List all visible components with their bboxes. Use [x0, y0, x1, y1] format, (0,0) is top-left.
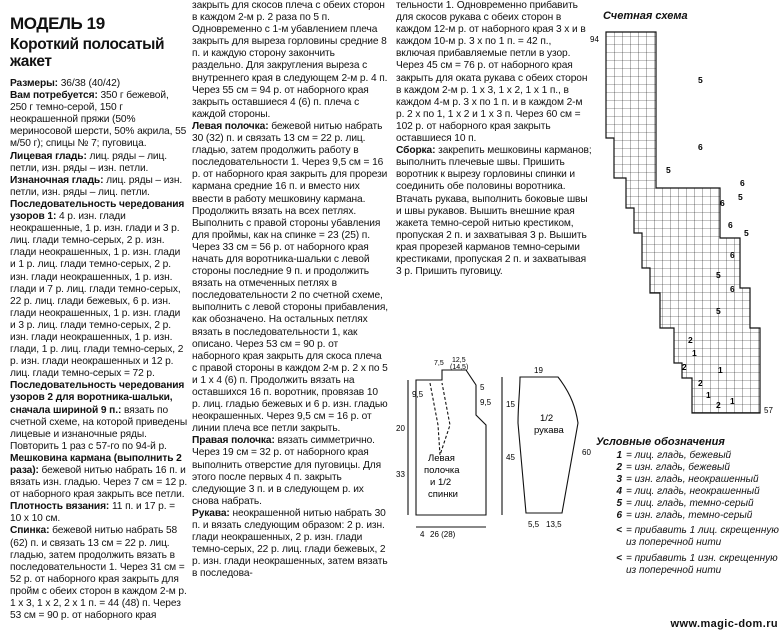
section-text: бежевой нитью набрать 16 п. и вязать изн. гладью. Через 7 см = 12 р. от наборного края закрыть все петли. — [10, 465, 188, 501]
legend-inc1: < = прибавить 1 лиц. скрещенную — [596, 525, 782, 537]
site-footer: www.magic-dom.ru — [670, 618, 778, 630]
front-label-4: спинки — [428, 489, 458, 500]
section-heading: Левая полочка: — [192, 120, 269, 132]
grid-cell-label: 1 — [692, 348, 697, 358]
instruction-paragraph — [192, 0, 388, 121]
dim-33: 33 — [396, 470, 405, 479]
legend-item — [596, 474, 782, 486]
col2-paragraphs — [192, 0, 388, 581]
instruction-paragraph — [10, 78, 188, 90]
grid-cell-label: 2 — [698, 378, 703, 388]
grid-cell-label: 5 — [666, 165, 671, 175]
instruction-paragraph — [10, 199, 188, 380]
counting-grid — [590, 28, 780, 423]
dim-15: 15 — [506, 400, 515, 409]
instruction-paragraph — [10, 380, 188, 453]
dim-45: 45 — [506, 453, 515, 462]
grid-cell-label: 5 — [716, 306, 721, 316]
legend-key: 5 — [616, 498, 622, 509]
section-text: бежевой нитью набрать 58 (62) п. и связать 13 см = 22 р. лиц. гладью, затем продолжить вязать в последовательности 1. Через 31 см = 52 р. от наборного края закрыть для пройм с обеих сторон в каждом 2-м р. 1 х 3, 1 х 2, 2 х 1 п. = 44 (48) п. Через 53 см = 90 р. от наборного края — [10, 525, 187, 622]
dim-9-5b: 9,5 — [480, 398, 492, 407]
section-heading: Плотность вязания: — [10, 501, 110, 513]
instruction-paragraph — [10, 501, 188, 525]
grid-label-bottom: 57 — [764, 406, 773, 415]
instruction-paragraph — [192, 121, 388, 435]
grid-cell-label: 6 — [728, 220, 733, 230]
grid-cell-label: 1 — [730, 396, 735, 406]
legend-text: = изн. гладь, неокрашенный — [626, 474, 759, 485]
front-label-2: полочка — [424, 465, 460, 476]
legend-header: Условные обозначения — [596, 436, 725, 448]
section-heading: Правая полочка: — [192, 435, 275, 447]
legend-item — [596, 498, 782, 510]
grid-cell-label: 5 — [738, 192, 743, 202]
inc1-symbol: < — [616, 525, 622, 536]
section-text: тельности 1. Одновременно прибавить для скосов рукава с обеих сторон в каждом 12-м р. от наборного края 3 х и в каждом 10-м р. 3 х по 1 п. = 42 п., включая прибавляемые петли в узор. Через 45 см = 76 р. от наборного края закрыть для оката рукава с обеих сторон в каждом 2-м р. 1 х 3, 1 х 2, 1 х 1 п., в каждом 4-м р. 3 х по 1 п. и в каждом 2-м р. 2 х по 1, 1 х 2 и 1 х 3 п. Через 60 см = 102 р. от наборного края закрыть оставшиеся 10 п. — [396, 0, 588, 145]
legend-key: 4 — [616, 486, 622, 497]
legend-item — [596, 462, 782, 474]
section-heading: Последовательность чередования узоров 2 для воротника-шальки, сначала шириной 9 п.: — [10, 380, 185, 416]
legend-item — [596, 510, 782, 522]
instructions-column-2 — [192, 0, 388, 581]
legend-inc2b: из поперечной нити — [626, 565, 722, 576]
dim-14-5: (14,5) — [450, 364, 469, 371]
legend-text: = лиц. гладь, бежевый — [626, 450, 732, 461]
section-text: 350 г бежевой, 250 г темно-серой, 150 г неокрашенной пряжи (50% мериносовой шерсти, 50% акрила, 55 м/50 г); спицы № 7; пуговица. — [10, 90, 187, 150]
schema-title: Счетная схема — [603, 10, 688, 22]
sleeve-label-1: 1/2 — [540, 413, 554, 424]
instruction-paragraph — [10, 525, 188, 622]
grid-cell-label: 6 — [730, 250, 735, 260]
grid-cell-label: 5 — [698, 75, 703, 85]
section-text: 36/38 (40/42) — [57, 78, 121, 89]
section-heading: Изнаночная гладь: — [10, 174, 104, 186]
instruction-paragraph — [10, 175, 188, 199]
section-heading: Сборка: — [396, 145, 436, 157]
legend-text: = изн. гладь, темно-серый — [626, 510, 753, 521]
dim-20: 20 — [396, 424, 405, 433]
instructions-column-1 — [10, 14, 188, 622]
section-text: неокрашенной нитью набрать 30 п. и вязать следующим образом: 2 р. изн. глади неокрашенных, 2 р. изн. глади темно-серых, 22 р. лиц. глади бежевых, 2 р. изн. глади неокрашенных, затем вязать в последова- — [192, 507, 388, 580]
pattern-diagram — [394, 355, 590, 540]
dim-4: 4 — [420, 530, 425, 539]
grid-cell-label: 2 — [688, 335, 693, 345]
dim-12-5: 12,5 — [452, 357, 466, 364]
grid-cell-label: 5 — [716, 270, 721, 280]
legend-key: 3 — [616, 474, 622, 485]
instruction-paragraph — [10, 151, 188, 175]
grid-cell-label: 6 — [720, 198, 725, 208]
instruction-paragraph — [10, 90, 188, 150]
model-title: Короткий полосатый жакет — [10, 36, 165, 70]
sleeve-label-2: рукава — [534, 425, 564, 436]
legend-key: 6 — [616, 510, 622, 521]
legend-key: 2 — [616, 462, 622, 473]
section-text: 4 р. изн. глади неокрашенные, 1 р. изн. глади и 3 р. лиц. глади темно-серых, 2 р. изн. глади неокрашенных, 1 р. изн. глади и 1 р. лиц. глади темно-серых, 2 р. изн. глади неокрашенных, 1 р. изн. глади и 7 р. лиц. глади темно-серых, 22 р. лиц. глади бежевых, 6 р. изн. глади неокрашенных, 1 р. изн. глади и 3 р. лиц. глади темно-серых, 2 р. изн. глади неокрашенных, 1 р. изн. глади, 1 р. лиц. глади темно-серых, 2 р. изн. глади неокрашенных и 12 р. лиц. глади темно-серых = 72 р. — [10, 211, 184, 380]
grid-cell-label: 6 — [740, 178, 745, 188]
dim-19: 19 — [534, 366, 543, 375]
section-text: лиц. ряды – изн. петли, изн. ряды – лиц. петли. — [10, 174, 183, 198]
legend-text: = лиц. гладь, темно-серый — [626, 498, 754, 509]
dim-5-5: 5,5 — [528, 520, 540, 529]
section-text: лиц. ряды – лиц. петли, изн. ряды – изн. петли. — [10, 150, 167, 174]
grid-cell-label: 1 — [706, 390, 711, 400]
model-number: МОДЕЛЬ 19 — [10, 14, 105, 33]
legend-inc1b: из поперечной нити — [626, 537, 722, 548]
section-text: вязать симметрично. Через 19 см = 32 р. от наборного края выполнить отверстие для пуговицы. Для этого после первых 4 п. закрыть следующие 3 п. и в следующем р. их снова набрать. — [192, 435, 382, 507]
legend-text: = лиц. гладь, неокрашенный — [626, 486, 760, 497]
instruction-paragraph — [396, 145, 592, 278]
grid-cell-label: 6 — [698, 142, 703, 152]
col3-paragraphs — [396, 0, 592, 278]
section-text: вязать по счетной схеме, на которой приведены лицевые и изнаночные ряды. Повторить 1 раз с 57-го по 94-й р. — [10, 404, 188, 452]
section-heading: Вам потребуется: — [10, 90, 98, 102]
dim-5: 5 — [480, 383, 485, 392]
section-heading: Размеры: — [10, 78, 58, 89]
legend-item — [596, 486, 782, 498]
section-heading: Лицевая гладь: — [10, 150, 87, 162]
section-text: закрепить мешковины карманов; выполнить плечевые швы. Пришить воротник к вырезу горловины спинки и соединить обе половины воротника. Втачать рукава, выполнить боковые швы и швы рукавов. Вышить внешние края жакета темно-серой нитью крестиком, пропуская 2 п. и захватывая 3 р. Вышить края прорезей карманов темно-серыми крестиками, пропуская 2 п. и захватывая 3 р. Пришить пуговицу. — [396, 145, 592, 278]
legend-key: 1 — [616, 450, 622, 461]
legend-items — [596, 450, 782, 522]
instruction-paragraph — [10, 453, 188, 501]
dim-13-5: 13,5 — [546, 520, 562, 529]
inc2-symbol: < — [616, 553, 622, 564]
instruction-paragraph — [192, 435, 388, 508]
grid-cell-label: 2 — [682, 362, 687, 372]
instruction-paragraph — [396, 0, 592, 145]
front-label-3: и 1/2 — [430, 477, 452, 488]
legend-inc2: < = прибавить 1 изн. скрещенную — [596, 553, 782, 565]
section-heading: Мешковина кармана (выполнить 2 раза): — [10, 452, 182, 476]
grid-cell-label: 5 — [744, 228, 749, 238]
instruction-paragraph — [192, 508, 388, 581]
section-text: бежевой нитью набрать 30 (32) п. и связать 13 см = 22 р. лиц. гладью, затем продолжить работу в последовательности 1. Через 9,5 см = 16 р. от наборного края закрыть для прорези кармана средние 16 п. и вместо них ввести в работу мешковину кармана. Продолжить вязать на всех петлях. Выполнить с правой стороны убавления для проймы, как на спинке = 23 (25) п. Через 33 см = 56 р. от наборного края начать для воротника-шальки с левой стороны последние 9 п. и продолжить вязать на отмеченных петлях в последовательности 2 по счетной схеме, выполнить с левой стороны прибавления, как обозначено. На остальных петлях вязать в последовательности 1, как описано. Через 53 см = 90 р. от наборного края закрыть для скоса плеча с правой стороны в каждом 2-м р. 2 х по 5 и 1 х 4 (6) п. Продолжить вязать на оставшихся 16 п. воротник, провязав 10 р. лиц. гладью бежевых и 6 р. изн. гладью неокрашенных. Через 9,5 см = 16 р. от линии плеча все петли закрыть. — [192, 120, 388, 435]
instructions-column-3 — [396, 0, 592, 278]
section-text: закрыть для скосов плеча с обеих сторон в каждом 2-м р. 2 раза по 5 п. Одновременно с 1-м убавлением плеча закрыть для выреза горловины средние 8 п. и каждую сторону закончить раздельно. Для закругления выреза с внутреннего края в следующем 2-м р. 4 п. Через 55 см = 94 р. от наборного края закрыть оставшиеся 4 (6) п. плеча с каждой стороны. — [192, 0, 388, 120]
dim-26: 26 (28) — [430, 530, 456, 539]
section-heading: Последовательность чередования узоров 1: — [10, 198, 185, 223]
grid-label-top: 94 — [590, 35, 599, 44]
legend-text: = изн. гладь, бежевый — [626, 462, 730, 473]
grid-cell-label: 2 — [716, 400, 721, 410]
section-heading: Спинка: — [10, 525, 50, 537]
dim-9-5: 9,5 — [412, 390, 424, 399]
legend — [596, 436, 782, 577]
front-label-1: Левая — [428, 453, 455, 464]
dim-7-5: 7,5 — [434, 360, 444, 367]
col1-paragraphs — [10, 78, 188, 622]
dim-60: 60 — [582, 448, 591, 457]
grid-cell-label: 6 — [730, 284, 735, 294]
legend-item — [596, 450, 782, 462]
section-heading: Рукава: — [192, 507, 230, 519]
grid-cell-label: 1 — [718, 365, 723, 375]
section-text: 11 п. и 17 р. = 10 х 10 см. — [10, 501, 176, 525]
